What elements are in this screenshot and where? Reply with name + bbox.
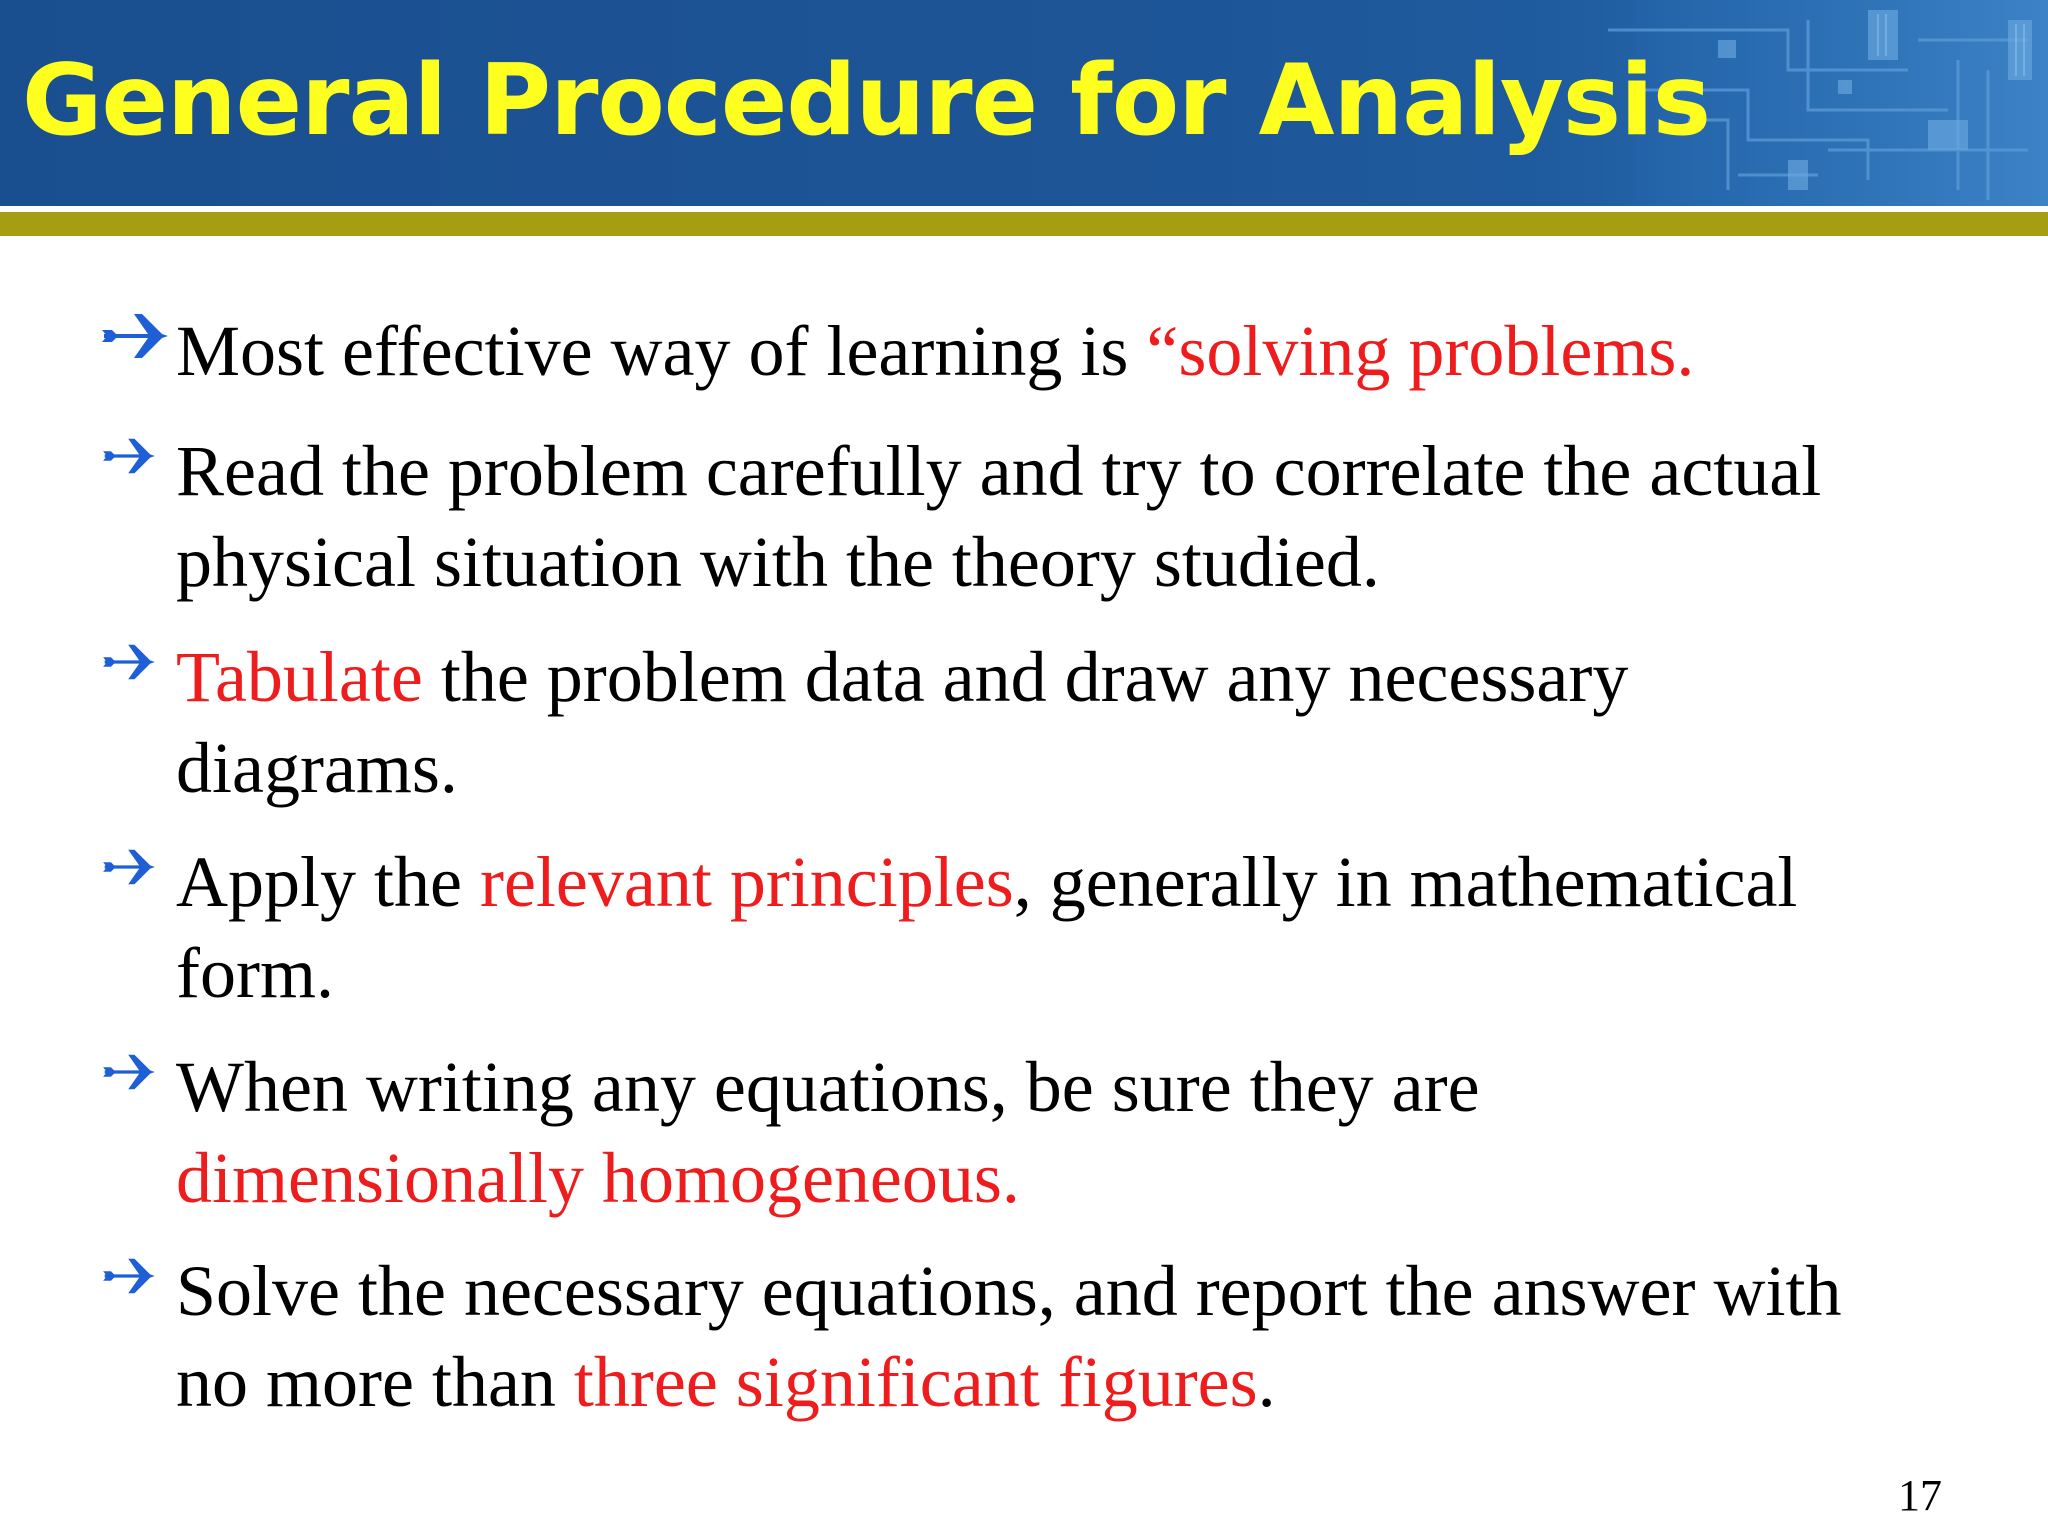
bullet-text-segment: the problem data and draw any necessary — [422, 637, 1629, 717]
bullet-text-segment: Most effective way of learning is — [176, 311, 1147, 391]
bullet-text — [176, 1246, 1976, 1428]
bullet-text — [176, 426, 1976, 608]
bullet-line: physical situation with the theory studied. — [176, 522, 1380, 602]
bullet-text — [176, 632, 1976, 814]
bullet-line — [176, 632, 1976, 723]
airplane-icon — [100, 1050, 158, 1094]
page-number: 17 — [1898, 1471, 1942, 1520]
bullet-text-segment: no more than — [176, 1342, 574, 1422]
bullet-line: diagrams. — [176, 728, 458, 808]
airplane-icon — [100, 845, 158, 889]
bullet-text — [176, 837, 1976, 1019]
slide-title: General Procedure for Analysis — [22, 44, 1711, 158]
bullet-line — [176, 837, 1976, 928]
bullet-text — [176, 1042, 1976, 1224]
emphasis-text: “solving problems. — [1146, 311, 1695, 391]
bullet-text-segment: , generally in mathematical — [1013, 842, 1798, 922]
bullet-text-segment: . — [1257, 1342, 1276, 1422]
bullet-line — [176, 1337, 1976, 1428]
bullet-line: When writing any equations, be sure they are — [176, 1047, 1480, 1127]
airplane-icon — [100, 434, 158, 478]
emphasis-text: three significant figures — [573, 1342, 1258, 1422]
bullet-line: Read the problem carefully and try to correlate the actual — [176, 431, 1822, 511]
bullet-text-segment: Apply the — [176, 842, 480, 922]
airplane-icon — [100, 1254, 158, 1298]
bullet-line: form. — [176, 933, 334, 1013]
bullet-line: Solve the necessary equations, and report the answer with — [176, 1251, 1842, 1331]
emphasis-text: dimensionally homogeneous. — [176, 1138, 1020, 1218]
airplane-icon — [98, 308, 172, 364]
emphasis-text: Tabulate — [176, 637, 423, 717]
bullet-text — [176, 306, 1976, 397]
airplane-icon — [100, 640, 158, 684]
emphasis-text: relevant principles — [479, 842, 1014, 922]
